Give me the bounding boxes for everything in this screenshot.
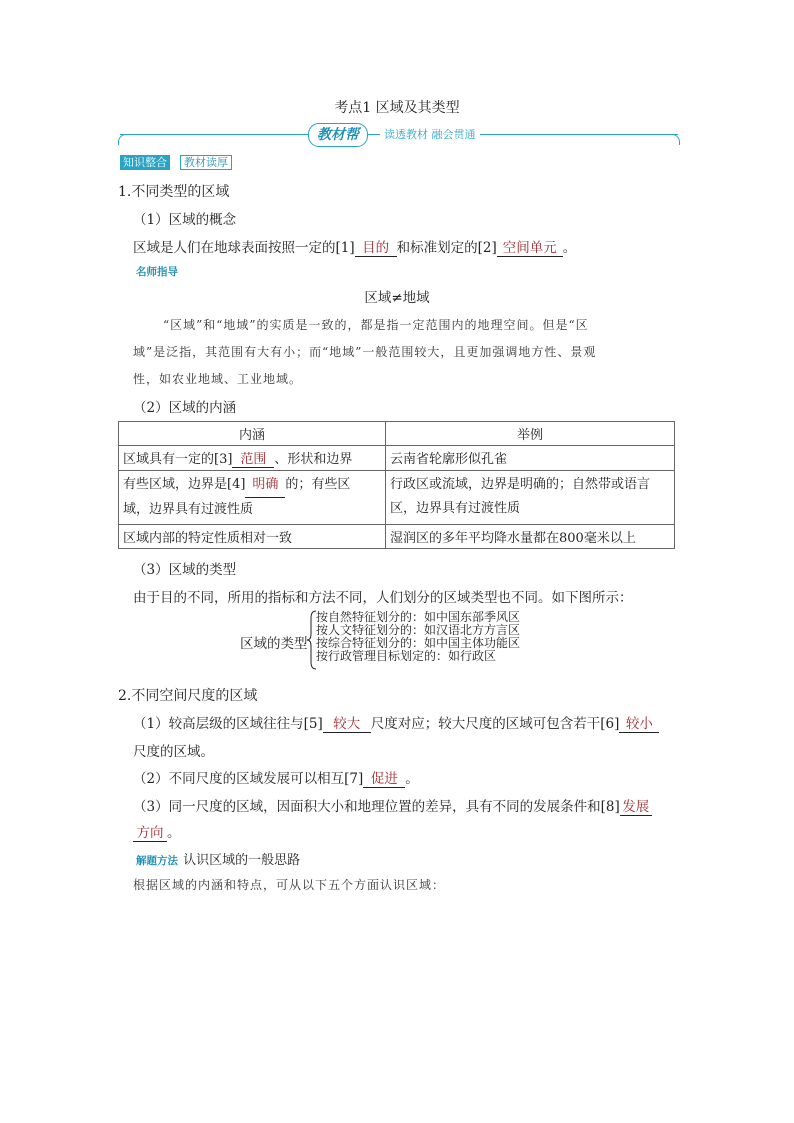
scale-p3: （3）同一尺度的区域，因面积大小和地理位置的差异，具有不同的发展条件和[8] 发展: [133, 795, 652, 816]
banner-subtitle: 读透教材 融会贯通: [380, 126, 480, 142]
connotation-table: [118, 421, 675, 549]
scale-p1-cont: 尺度的区域。: [133, 744, 214, 760]
sub2-heading: （2）区域的内涵: [133, 400, 237, 416]
answer-blank-3: 范围: [232, 448, 274, 468]
answer-blank-8-cont: 方向: [133, 821, 167, 842]
table-header-row: [119, 422, 675, 446]
tag-knowledge: 知识整合: [120, 155, 170, 170]
table-row: [119, 446, 675, 471]
note-line-3: 性，如农业地域、工业地域。: [133, 372, 303, 386]
answer-blank-4: 明确: [245, 473, 285, 498]
method-text: 认识区域的一般思路: [183, 853, 301, 868]
section1-heading: 1.不同类型的区域: [118, 184, 230, 200]
teacher-hint-label: 名师指导: [136, 266, 178, 278]
section2-heading: 2.不同空间尺度的区域: [118, 688, 258, 704]
sub1-heading: （1）区域的概念: [133, 212, 237, 228]
banner-tag: 教材帮: [308, 123, 368, 147]
answer-blank-8: 发展: [620, 795, 652, 816]
scale-p2: （2）不同尺度的区域发展可以相互[7] 促进 。: [133, 767, 419, 788]
brace-items: [316, 611, 520, 663]
list-item: 按人文特征划分的：如汉语北方方言区: [316, 623, 521, 637]
note-title: 区域≠地域: [364, 290, 430, 306]
note-line-1: “区域”和“地域”的实质是一致的，都是指一定范围内的地理空间。但是“区: [163, 318, 589, 332]
scale-p3-cont: 方向 。: [133, 821, 181, 842]
table-cell: 有些区域，边界是[4] 明确 的；有些区 域，边界具有过渡性质: [119, 471, 386, 525]
note-line-2: 域”是泛指，其范围有大有小；而“地域”一般范围较大，且更加强调地方性、景观: [133, 345, 597, 359]
method-label: 解题方法: [136, 855, 178, 867]
table-cell: 湿润区的多年平均降水量都在800毫米以上: [386, 525, 675, 549]
answer-blank-2: 空间单元: [497, 236, 563, 257]
table-cell: 区域内部的特定性质相对一致: [119, 525, 386, 549]
list-item: 按行政管理目标划定的：如行政区: [316, 649, 497, 663]
types-intro: 由于目的不同，所用的指标和方法不同，人们划分的区域类型也不同。如下图所示：: [133, 590, 633, 606]
list-item: 按综合特征划分的：如中国主体功能区: [316, 636, 521, 650]
table-cell: 行政区或流域，边界是明确的；自然带或语言 区，边界具有过渡性质: [386, 471, 675, 525]
table-row: [119, 471, 675, 525]
sub3-heading: （3）区域的类型: [133, 562, 237, 578]
page-title: 考点1 区域及其类型: [334, 100, 460, 116]
method-hint: [136, 849, 300, 868]
answer-blank-5: 较大: [323, 712, 371, 733]
list-item: 按自然特征划分的：如中国东部季风区: [316, 610, 521, 624]
answer-blank-7: 促进: [363, 767, 405, 788]
tag-textbook: 教材读厚: [180, 155, 232, 170]
answer-blank-1: 目的: [355, 236, 397, 257]
table-row: [119, 525, 675, 549]
section-banner: [118, 122, 680, 148]
answer-blank-6: 较小: [619, 712, 659, 733]
table-cell: 区域具有一定的[3] 范围 、形状和边界: [119, 446, 386, 471]
table-header: 举例: [386, 422, 675, 446]
concept-line: 区域是人们在地球表面按照一定的[1] 目的 和标准划定的[2] 空间单元 。: [133, 236, 576, 257]
table-header: 内涵: [119, 422, 386, 446]
last-line: 根据区域的内涵和特点，可从以下五个方面认识区域：: [133, 878, 446, 892]
scale-p1: （1）较高层级的区域往往与[5] 较大 尺度对应；较大尺度的区域可包含若干[6] 较小: [133, 712, 659, 733]
table-cell: 云南省轮廓形似孔雀: [386, 446, 675, 471]
brace-label: 区域的类型: [240, 636, 308, 652]
